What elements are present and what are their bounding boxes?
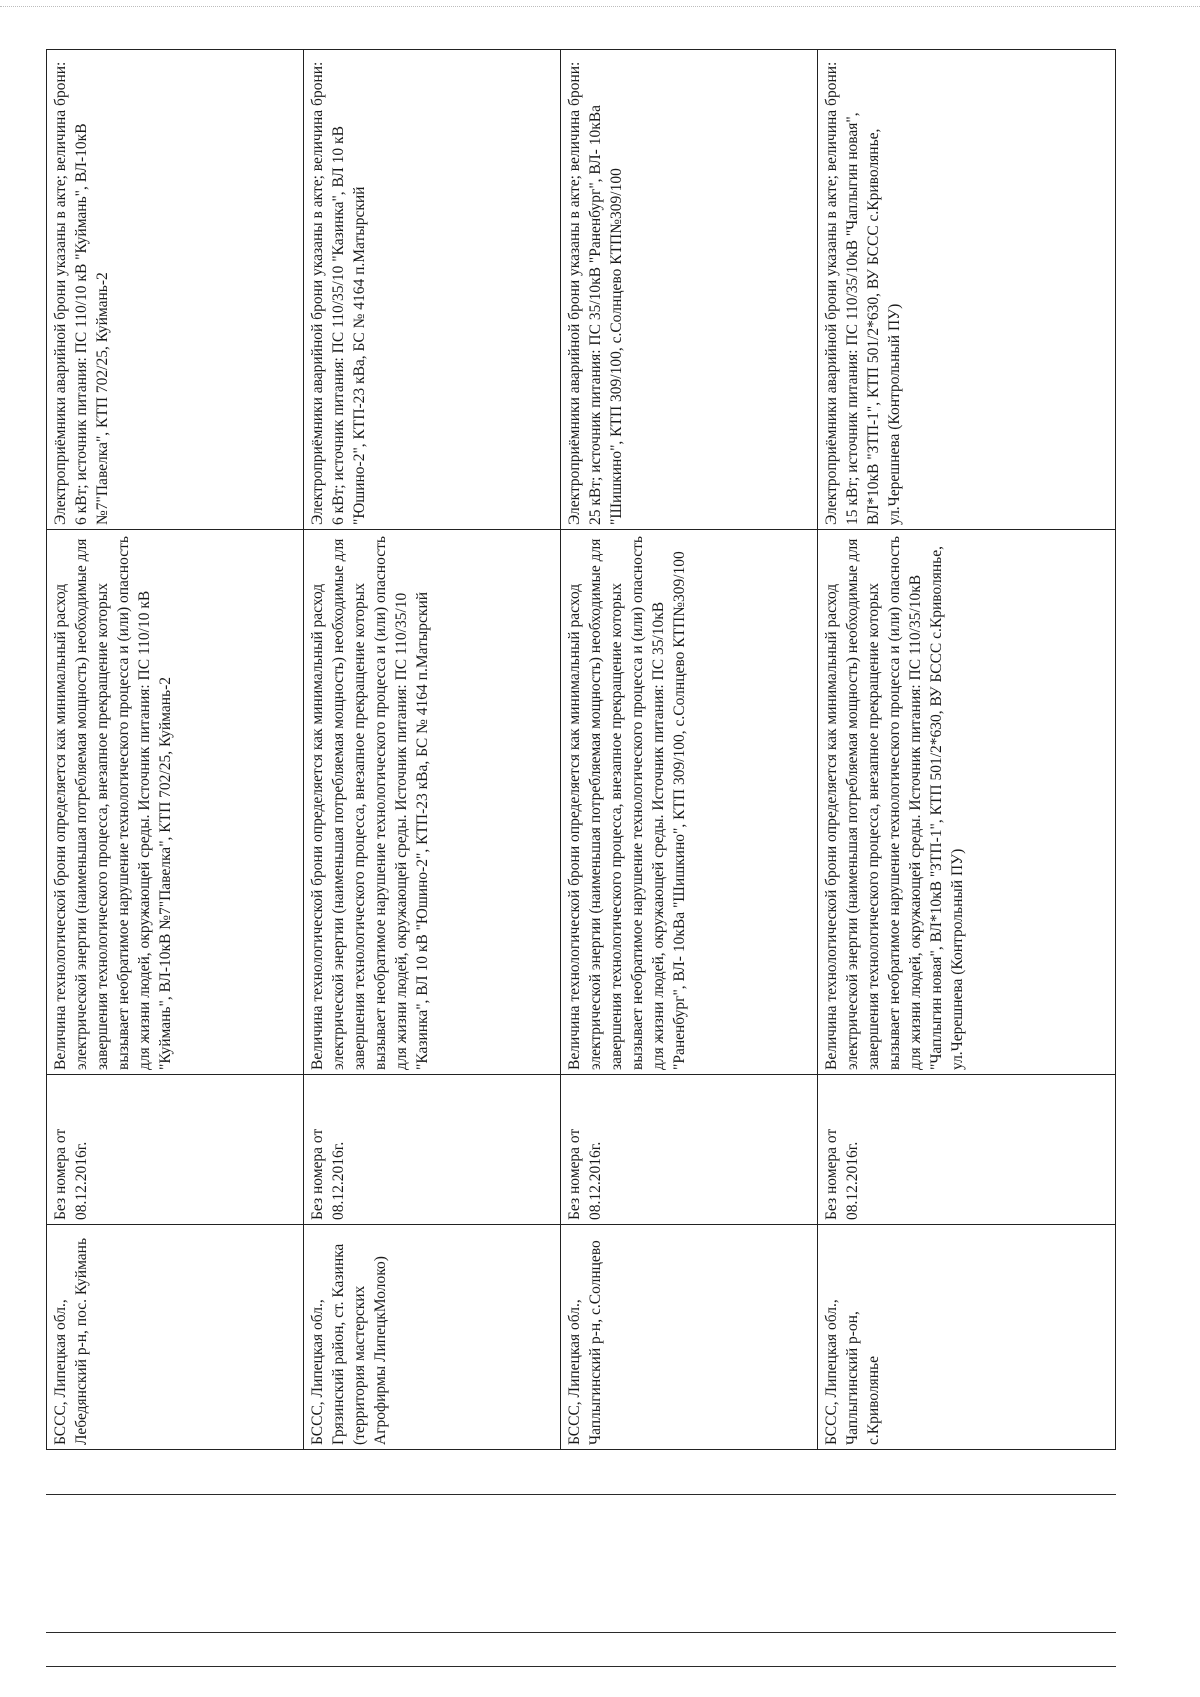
act-cell: Без номера от 08.12.2016г. [304,1075,561,1225]
act-cell: Без номера от 08.12.2016г. [47,1075,304,1225]
table-row [818,50,1116,1450]
emergency-reserve-cell: Электроприёмники аварийной брони указаны в акте; величина брони: 15 кВт; источник питания: ПС 110/35/10кВ "Чаплыгин новая", ВЛ*10кВ "ЗТП-1", КТП 501/2*630, ВУ БССС с.Криволянье, ул.Черешнева (Контрольный ПУ) [818,50,1116,530]
horizontal-rule [46,1666,1116,1667]
horizontal-rule [46,1632,1116,1633]
table-row [304,50,561,1450]
emergency-reserve-cell: Электроприёмники аварийной брони указаны в акте; величина брони: 6 кВт; источник питания: ПС 110/10 кВ "Куймань", ВЛ-10кВ №7"Павелка", КТП 702/25, Куймань-2 [47,50,304,530]
emergency-reserve-cell: Электроприёмники аварийной брони указаны в акте; величина брони: 6 кВт; источник питания: ПС 110/35/10 "Казинка", ВЛ 10 кВ "Юшино-2", КТП-23 кВа, БС № 4164 п.Матырский [304,50,561,530]
emergency-reserve-cell: Электроприёмники аварийной брони указаны в акте; величина брони: 25 кВт; источник питания: ПС 35/10кВ "Раненбург", ВЛ- 10кВа "Шишкино", КТП 309/100, с.Солнцево КТП№309/100 [561,50,818,530]
technological-reserve-cell: Величина технологической брони определяется как минимальный расход электрической энергии (наименьшая потребляемая мощность) необходимые для завершения технологического процесса, внезапное прекращение которых вызывает необратимое нарушение технологического процесса и (или) опасность для жизни людей, окружающей среды. Источник питания: ПС 35/10кВ "Раненбург", ВЛ- 10кВа "Шишкино", КТП 309/100, с.Солнцево КТП№309/100 [561,530,818,1075]
page-top-edge [0,6,1200,7]
horizontal-rule [46,1494,1116,1495]
technological-reserve-cell: Величина технологической брони определяется как минимальный расход электрической энергии (наименьшая потребляемая мощность) необходимые для завершения технологического процесса, внезапное прекращение которых вызывает необратимое нарушение технологического процесса и (или) опасность для жизни людей, окружающей среды. Источник питания: ПС 110/35/10 "Казинка", ВЛ 10 кВ "Юшино-2", КТП-23 кВа, БС № 4164 п.Матырский [304,530,561,1075]
rotated-table-inner [46,50,1116,1450]
address-cell: БССС, Липецкая обл., Чаплыгинский р-он, с.Криволянье [818,1225,1116,1450]
technological-reserve-cell: Величина технологической брони определяется как минимальный расход электрической энергии (наименьшая потребляемая мощность) необходимые для завершения технологического процесса, внезапное прекращение которых вызывает необратимое нарушение технологического процесса и (или) опасность для жизни людей, окружающей среды. Источник питания: ПС 110/35/10кВ "Чаплыгин новая", ВЛ*10кВ "ЗТП-1", КТП 501/2*630, ВУ БССС с.Криволянье, ул.Черешнева (Контрольный ПУ) [818,530,1116,1075]
act-cell: Без номера от 08.12.2016г. [561,1075,818,1225]
act-cell: Без номера от 08.12.2016г. [818,1075,1116,1225]
table-row [561,50,818,1450]
rotated-table-frame [46,50,1116,1450]
address-cell: БССС, Липецкая обл., Чаплыгинский р-н, с.Солнцево [561,1225,818,1450]
power-reserve-table [46,49,1116,1450]
technological-reserve-cell: Величина технологической брони определяется как минимальный расход электрической энергии (наименьшая потребляемая мощность) необходимые для завершения технологического процесса, внезапное прекращение которых вызывает необратимое нарушение технологического процесса и (или) опасность для жизни людей, окружающей среды. Источник питания: ПС 110/10 кВ "Куймань", ВЛ-10кВ №7"Павелка", КТП 702/25, Куймань-2 [47,530,304,1075]
address-cell: БССС, Липецкая обл., Лебедянский р-н, пос. Куймань [47,1225,304,1450]
address-cell: БССС, Липецкая обл., Грязинский район, ст. Казинка (территория мастерских Агрофирмы ЛипецкМолоко) [304,1225,561,1450]
table-row [47,50,304,1450]
